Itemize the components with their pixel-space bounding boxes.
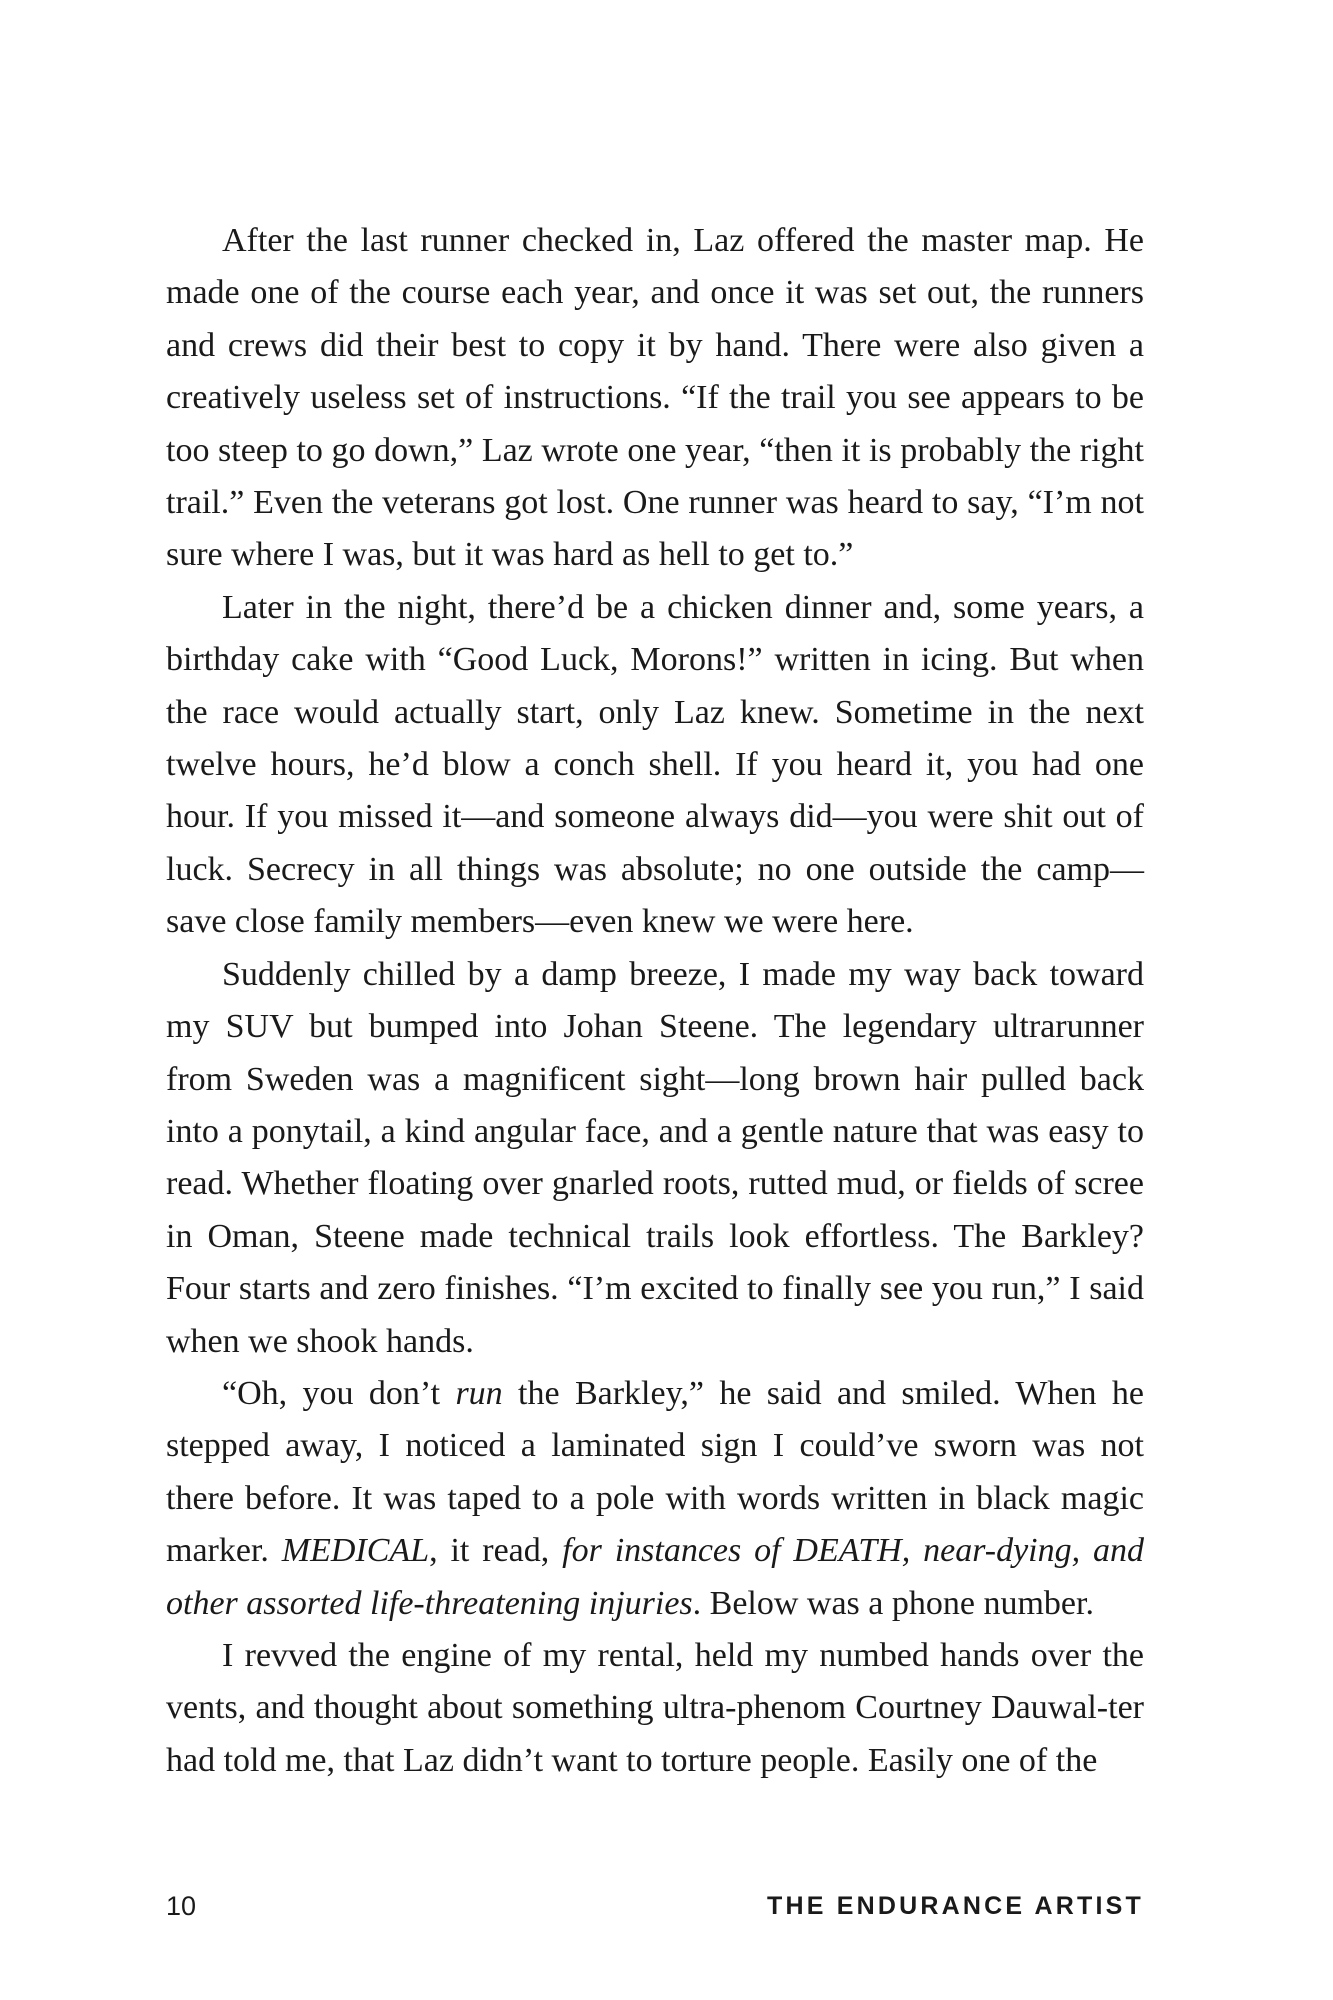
page-number: 10 (166, 1891, 197, 1921)
paragraph-4-italic-sign-text: for instances of DEATH, near-dying, and other assorted life-threatening injuries (166, 1532, 1144, 1622)
paragraph-1: After the last runner checked in, Laz offered the master map. He made one of the course each year, and once it was set out, the runners and crews did their best to copy it by hand. There were also given a creatively useless set of instructions. “If the trail you see appears to be too steep to go down,” Laz wrote one year, “then it is probably the right trail.” Even the veterans got lost. One runner was heard to say, “I’m not sure where I was, but it was hard as hell to get to.” (166, 222, 1144, 574)
page-footer (166, 1886, 1144, 1926)
paragraph-2: Later in the night, there’d be a chicken dinner and, some years, a birthday cake with “Good Luck, Morons!” written in icing. But when the race would actually start, only Laz knew. Sometime in the next twelve hours, he’d blow a conch shell. If you heard it, you had one hour. If you missed it—and someone always did—you were shit out of luck. Secrecy in all things was absolute; no one outside the camp—save close family members—even knew we were here. (166, 588, 1144, 941)
running-head: THE ENDURANCE ARTIST (767, 1892, 1144, 1920)
paragraph-4-italic-run: run (455, 1374, 503, 1412)
body-text (166, 215, 1144, 1787)
paragraph-4-text-2: the Barkley,” he said and smiled. When he stepped away, I noticed a laminated sign I could’ve sworn was not there before. It was taped to a pole with words written in black magic marker. (166, 1374, 1144, 1570)
paragraph-5: I revved the engine of my rental, held my numbed hands over the vents, and thought about something ultra-phenom Courtney Dauwal-ter had told me, that Laz didn’t want to torture people. Easily one of the (166, 1636, 1144, 1779)
paragraph-4-text-1: “Oh, you don’t (222, 1374, 456, 1412)
paragraph-4 (166, 1368, 1144, 1630)
paragraph-4-text-4: . Below was a phone number. (692, 1584, 1094, 1622)
paragraph-4-italic-medical: MEDICAL (281, 1532, 430, 1570)
paragraph-3: Suddenly chilled by a damp breeze, I made my way back toward my SUV but bumped into Johan Steene. The legendary ultrarunner from Sweden was a magnificent sight—long brown hair pulled back into a ponytail, a kind angular face, and a gentle nature that was easy to read. Whether floating over gnarled roots, rutted mud, or fields of scree in Oman, Steene made technical trails look effortless. The Barkley? Four starts and zero finishes. “I’m excited to finally see you run,” I said when we shook hands. (166, 955, 1144, 1360)
paragraph-4-text-3: , it read, (429, 1532, 563, 1570)
